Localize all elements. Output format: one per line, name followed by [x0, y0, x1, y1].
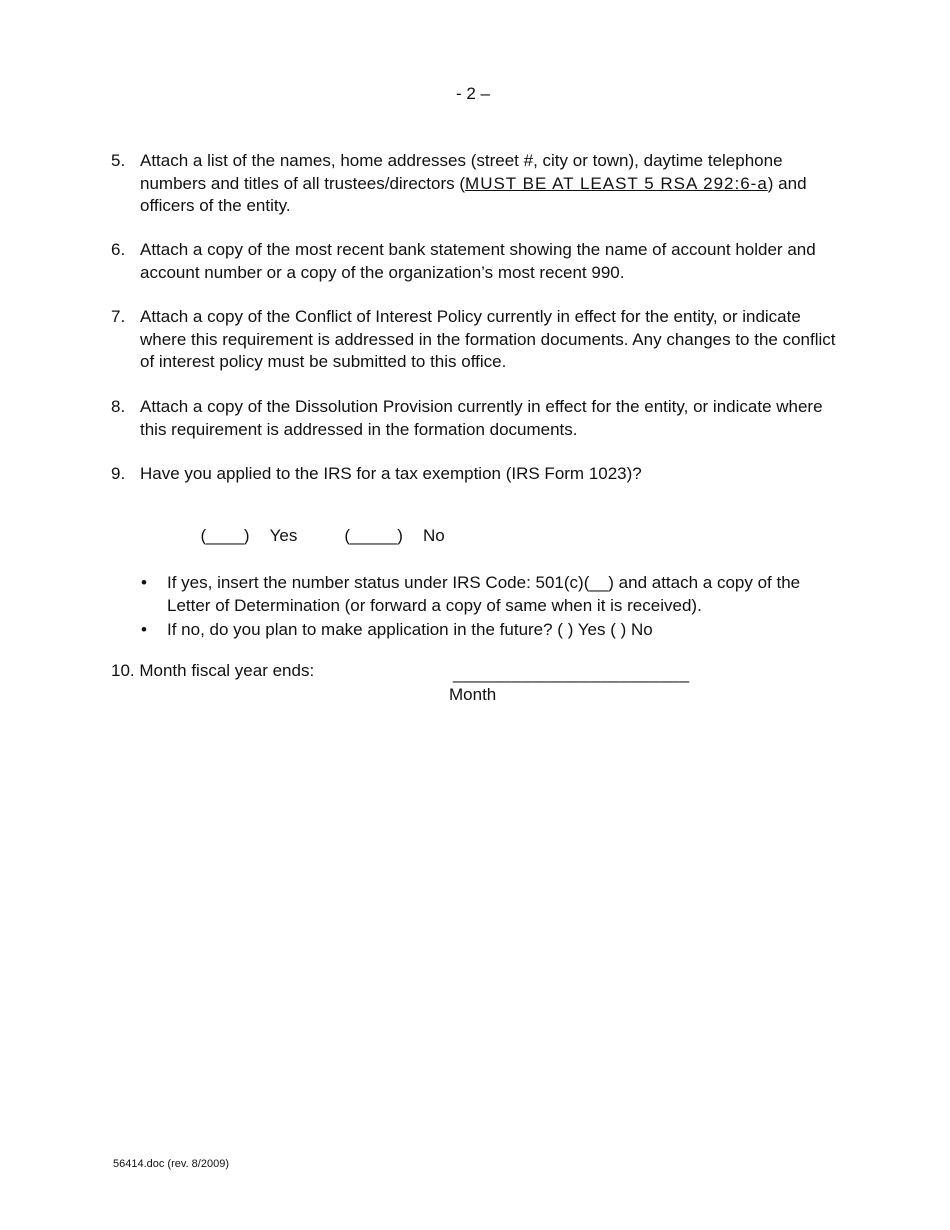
item-text: Attach a copy of the Dissolution Provision currently in effect for the entity, or indicate where this requirement is addressed in the formation documents. [140, 397, 823, 439]
item-number: 9. [111, 464, 126, 483]
item-number: 8. [111, 397, 126, 416]
requirement-underlined: MUST BE AT LEAST 5 RSA 292:6-a [465, 173, 768, 193]
item-text: Attach a copy of the Conflict of Interest Policy currently in effect for the entity, or indicate where this requirement is addressed in the formation documents. Any changes to the conflict of interest policy must be submitted to this office. [140, 307, 836, 371]
item-number: 7. [111, 307, 126, 326]
page-number: - 2 – [455, 84, 491, 103]
fiscal-year-label: 10. Month fiscal year ends: [111, 661, 315, 680]
yes-blank[interactable]: (____) [200, 526, 250, 545]
item-5 [111, 150, 851, 218]
item-text: Have you applied to the IRS for a tax exemption (IRS Form 1023)? [140, 464, 642, 483]
item-9 [111, 463, 851, 486]
item-text [140, 150, 851, 218]
item-text-after: ) and officers of the entity. [140, 173, 807, 215]
item-text-before: Attach a list of the names, home addresses (street #, city or town), daytime telephone numbers and titles of all trustees/directors ( [140, 151, 783, 193]
item-text: Attach a copy of the most recent bank statement showing the name of account holder and account number or a copy of the organization’s most recent 990. [140, 240, 816, 282]
no-blank[interactable]: (_____) [344, 526, 403, 545]
item-8 [111, 396, 851, 441]
list-item [139, 619, 839, 642]
no-label: No [422, 526, 445, 545]
list-item [139, 572, 839, 617]
document-footer: 56414.doc (rev. 8/2009) [113, 1158, 229, 1170]
fiscal-month-field[interactable]: ________________________ [453, 664, 690, 683]
bullet-list [139, 572, 839, 644]
yes-label: Yes [269, 526, 298, 545]
fiscal-month-caption: Month [449, 685, 497, 704]
bullet-icon: • [141, 620, 147, 639]
item-number: 6. [111, 240, 126, 259]
item-6 [111, 239, 851, 284]
item-7 [111, 306, 851, 374]
bullet-text: If no, do you plan to make application in the future? ( ) Yes ( ) No [167, 620, 653, 639]
item-number: 5. [111, 151, 126, 170]
bullet-text: If yes, insert the number status under IRS Code: 501(c)(__) and attach a copy of the Letter of Determination (or forward a copy of same when it is received). [167, 573, 801, 615]
exemption-choices [191, 506, 445, 546]
bullet-icon: • [141, 573, 147, 592]
